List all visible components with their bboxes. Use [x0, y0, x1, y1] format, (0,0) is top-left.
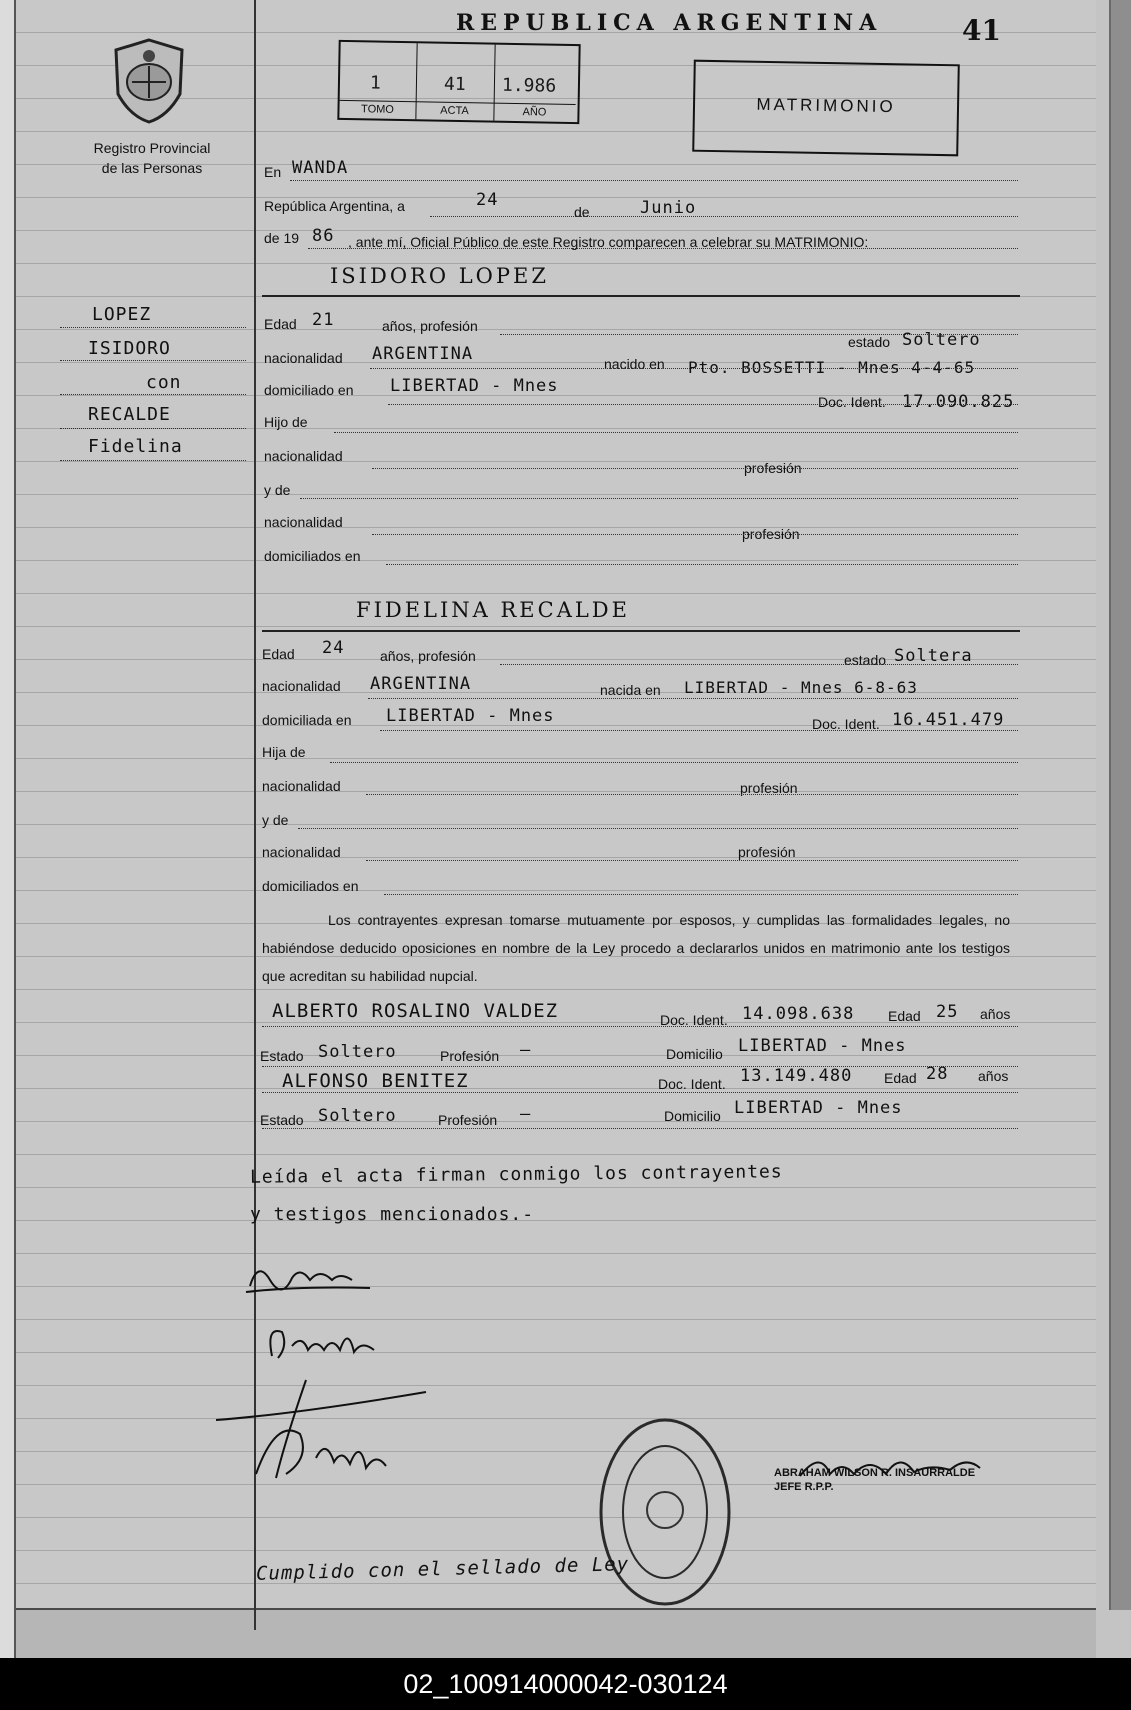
image-id-footer: 02_100914000042-030124 [0, 1658, 1131, 1710]
signature-2 [258, 1316, 398, 1376]
book-binding [1109, 0, 1131, 1610]
groom-hijo-label: Hijo de [264, 414, 308, 430]
de-label: de [574, 204, 590, 220]
witness-1-estado: Soltero [318, 1042, 397, 1062]
registry-line-2: de las Personas [101, 160, 203, 176]
witness-2-estado-label: Estado [260, 1112, 304, 1128]
day-value: 24 [476, 190, 499, 210]
witness-1-estado-label: Estado [260, 1048, 304, 1064]
bride-doms-label: domiciliados en [262, 878, 359, 894]
groom-estado-label: estado [848, 334, 891, 350]
bride-mother-prof-label: profesión [738, 844, 796, 860]
bride-age-suffix: años, profesión [380, 648, 476, 664]
margin-note-5: Fidelina [88, 436, 183, 457]
witness-1-doc-label: Doc. Ident. [660, 1012, 728, 1028]
acta-label: ACTA [415, 101, 493, 117]
fill-line [500, 664, 1018, 665]
bride-father-nac-label: nacionalidad [262, 778, 341, 794]
witness-2-profesion: — [520, 1104, 532, 1124]
fill-line [366, 860, 1018, 861]
ano-label: AÑO [493, 103, 575, 119]
groom-father-prof-label: profesión [744, 460, 802, 476]
margin-dots [60, 394, 246, 395]
year-prefix: de 19 [264, 230, 300, 246]
witness-1-doc: 14.098.638 [742, 1004, 855, 1024]
bride-mother-nac-label: nacionalidad [262, 844, 341, 860]
witness-1-domicilio: LIBERTAD - Mnes [738, 1036, 907, 1056]
sheet-edge [16, 1608, 1096, 1658]
fill-line [500, 334, 1018, 335]
witness-2-doc: 13.149.480 [740, 1066, 853, 1086]
groom-mother-prof-label: profesión [742, 526, 800, 542]
tomo-cell [339, 42, 417, 119]
coat-of-arms-icon [108, 36, 190, 131]
en-label: En [264, 164, 282, 180]
year-value: 86 [312, 226, 335, 246]
margin-note-2: ISIDORO [88, 338, 171, 359]
bride-domicilio: LIBERTAD - Mnes [386, 706, 555, 726]
signature-1 [240, 1250, 390, 1300]
closing-line-2: y testigos mencionados.- [250, 1204, 535, 1225]
registry-line-1: Registro Provincial [93, 140, 211, 156]
section-divider [262, 295, 1020, 297]
month-value: Junio [640, 198, 697, 218]
bride-age-label: Edad [262, 646, 295, 662]
bride-yde-label: y de [262, 812, 289, 828]
acta-cell [415, 43, 495, 120]
groom-doms-label: domiciliados en [264, 548, 361, 564]
groom-father-nac-label: nacionalidad [264, 448, 343, 464]
ano-cell [493, 45, 576, 122]
fill-line [262, 1026, 1018, 1027]
groom-age: 21 [312, 310, 335, 330]
margin-note-4: RECALDE [88, 404, 171, 425]
fill-line [366, 794, 1018, 795]
official-stamp: ABRAHAM WILSON R. INSAURRALDE JEFE R.P.P. [774, 1467, 976, 1493]
margin-note-3: con [146, 372, 182, 393]
fill-line [298, 828, 1018, 829]
fill-line [370, 368, 1018, 369]
groom-doc-label: Doc. Ident. [818, 394, 886, 410]
groom-nac-label: nacionalidad [264, 350, 343, 366]
signature-3 [216, 1378, 436, 1518]
record-number-box [337, 40, 580, 124]
bride-age: 24 [322, 638, 345, 658]
witness-1-edad-label: Edad [888, 1008, 921, 1024]
fill-line [300, 498, 1018, 499]
groom-estado: Soltero [902, 330, 981, 350]
bride-nacionalidad: ARGENTINA [370, 674, 472, 694]
groom-born: Pto. BOSSETTI - Mnes 4-4-65 [688, 358, 976, 377]
final-note: Cumplido con el sellado de Ley [255, 1553, 630, 1585]
groom-dom-label: domiciliado en [264, 382, 354, 398]
book-spine [0, 0, 17, 1658]
fill-line [262, 1128, 1018, 1129]
document-type: MATRIMONIO [756, 94, 896, 117]
page-number: 41 [962, 14, 1001, 47]
fill-line [262, 1066, 1018, 1067]
bride-dom-label: domiciliada en [262, 712, 352, 728]
groom-yde-label: y de [264, 482, 291, 498]
groom-name: ISIDORO LOPEZ [330, 264, 549, 288]
country-title: REPUBLICA ARGENTINA [456, 10, 883, 36]
fill-line [334, 432, 1018, 433]
witness-1-anos-label: años [980, 1006, 1011, 1022]
republica-label: República Argentina, a [264, 198, 405, 214]
bride-father-prof-label: profesión [740, 780, 798, 796]
fill-line [386, 564, 1018, 565]
margin-dots [60, 460, 246, 461]
bride-estado-label: estado [844, 652, 887, 668]
witness-2-estado: Soltero [318, 1106, 397, 1126]
fill-line [290, 180, 1018, 181]
bride-nac-label: nacionalidad [262, 678, 341, 694]
groom-doc: 17.090.825 [902, 392, 1015, 412]
margin-dots [60, 360, 246, 361]
fill-line [388, 404, 1018, 405]
bride-born: LIBERTAD - Mnes 6-8-63 [684, 678, 918, 697]
groom-born-label: nacido en [604, 356, 665, 372]
fill-line [384, 894, 1018, 895]
witness-2-age: 28 [926, 1064, 949, 1084]
witness-2-prof-label: Profesión [438, 1112, 498, 1128]
witness-2-doc-label: Doc. Ident. [658, 1076, 726, 1092]
declaration-text: Los contrayentes expresan tomarse mutuamente por esposos, y cumplidas las formalidades legales, no habiéndose deducido oposiciones en nombre de la Ley procedo a declararlos unidos en matrimonio ante los testigos que acreditan su habilidad nupcial. [262, 912, 1010, 984]
witness-2-domicilio: LIBERTAD - Mnes [734, 1098, 903, 1118]
official-signature [790, 1446, 990, 1490]
document-type-box [692, 60, 960, 157]
fill-line [330, 762, 1018, 763]
fill-line [430, 216, 1018, 217]
margin-note-1: LOPEZ [92, 304, 152, 325]
intro-text: , ante mí, Oficial Público de este Registro comparecen a celebrar su MATRIMONIO: [348, 234, 869, 250]
acta-value: 41 [443, 73, 466, 96]
fill-line [372, 468, 1018, 469]
witness-1-name: ALBERTO ROSALINO VALDEZ [272, 1000, 559, 1022]
groom-age-suffix: años, profesión [382, 318, 478, 334]
witness-2-name: ALFONSO BENITEZ [282, 1070, 469, 1092]
fill-line [380, 730, 1018, 731]
bride-name: FIDELINA RECALDE [356, 598, 630, 622]
closing-line-1: Leída el acta firman conmigo los contrayentes [249, 1161, 783, 1188]
margin-dots [60, 327, 246, 328]
bride-hija-label: Hija de [262, 744, 306, 760]
groom-mother-nac-label: nacionalidad [264, 514, 343, 530]
witness-2-dom-label: Domicilio [664, 1108, 721, 1124]
groom-age-label: Edad [264, 316, 297, 332]
groom-domicilio: LIBERTAD - Mnes [390, 376, 559, 396]
bride-doc-label: Doc. Ident. [812, 716, 880, 732]
tomo-value: 1 [369, 72, 381, 94]
witness-1-profesion: — [520, 1040, 532, 1060]
place-value: WANDA [292, 158, 349, 178]
bride-estado: Soltera [894, 646, 973, 666]
official-seal [590, 1412, 740, 1612]
fill-line [368, 698, 1018, 699]
witness-2-anos-label: años [978, 1068, 1009, 1084]
fill-line [372, 534, 1018, 535]
section-divider [262, 630, 1020, 632]
groom-nacionalidad: ARGENTINA [372, 344, 474, 364]
bride-born-label: nacida en [600, 682, 661, 698]
fill-line [262, 1092, 1018, 1093]
margin-dots [60, 428, 246, 429]
bride-doc: 16.451.479 [892, 710, 1005, 730]
registry-label [72, 138, 232, 178]
tomo-label: TOMO [339, 100, 415, 116]
witness-1-prof-label: Profesión [440, 1048, 500, 1064]
witness-1-dom-label: Domicilio [666, 1046, 723, 1062]
ano-value: 1.986 [501, 74, 557, 97]
witness-1-age: 25 [936, 1002, 959, 1022]
witness-2-edad-label: Edad [884, 1070, 917, 1086]
fill-line [308, 248, 1018, 249]
